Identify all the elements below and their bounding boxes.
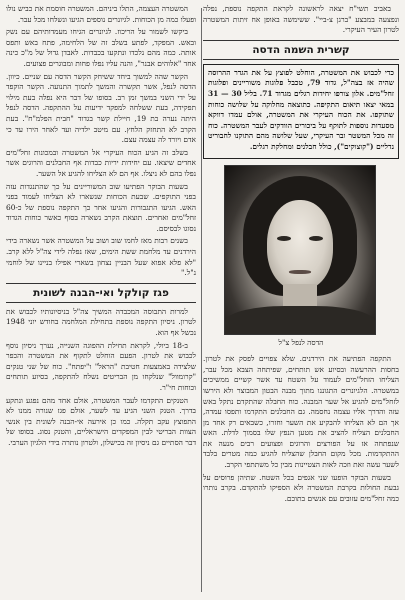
column-divider — [201, 8, 202, 592]
highlight-box — [203, 64, 399, 159]
body-paragraph: התקפה הפתיעה את הירדנים. שלא צפויים לפסק את לטרון. בחסות ההרעשה ובסיוע אש תותחים, שפיתחה הצבא מכל עבר, הצליחו הזחל"מים לעמוד על השטח עד אשר קשיים ממשיכים במשטרה. הלגיונרים התגוננו מתוך מבנה הבטון המבוצר ולא הירשו לזחל"מים להגיע אל שער המבנה. כוח החבלה שהתקדם נתקל באש עזה והדרך אליו עצמה נחסמה. גם החבלנים התקדמו ותפסו עמדה, אך הם לא הצליחו להבקיע את השער וחזרו, כשבאים רק אחד מן החבלנים הצליח להציב את מטען הנפץ שלו בסמוך לדלת. האש שנפתחה אז על הפורצים והרוגים ופצועים רבים מנעה את ההתקדמות. מכל מקום החבלן שהצליח להגיע כמה מטרים בלבד לשער עשה זאת וזכה לאות הצטיינות מבין כל משתתפי הקרב. — [203, 354, 399, 470]
body-paragraph: הקשר שהה למשוך ביחד ששיחק הקשר הדסה עם שניים. כיוון. הדסה לנפל, אשר תקשרה והמשך לתמוך התנועה. הקשר הוקפד על ידי השני במשך זמן רב. בסופו של דבר היא נפלה בעת מילוי תפקידה, בעת ששלחה למפקד ידיעות על ההתקפה. הדסה לנפל היתה נערה בת 19, חיילת קשר בגדוד "חבית הפלמ"ח". בעת הקרב לא התחזק הלחץ. עם מיטב ילדיה ועד לאחר הירו עד כי אדם ויורד לה עצמה עצם. — [6, 71, 196, 145]
body-paragraph: בשעות הבוקר הופעו שני אגפים בכל השטח. שתיהן פרוסים על גבעת החולות בקרבת המשטרה ולא הספיקו להתקדם. בקרב נותרו כמה זחל"מים עזובים עם אנשים בתוכם. — [203, 472, 399, 503]
portrait-figure — [226, 165, 376, 349]
body-paragraph: הטנקים התקדמו לעבר המשטרה, אולם אחד מהם נפגע ונתקע בדרך. הטנק השני הגיע עד לשער, אולם פגז שנורה ממנו לא התפוצץ עקב תקלה. כמו כן אירעה אי-הבנה לשונית בין אנשי הצוות הבריטי לבין המפקדים הישראליים, והטנק נסוג. בסופו של דבר הסתיים גם ניסיון זה בכישלון, ולטרון נותרה בידי הלגיון הערבי. — [6, 395, 196, 447]
body-paragraph: למרות התבוסה המכבדה המשיך צה"ל בניסיונותיו לכבוש את לטרון. ניסיון התקפה נוספת בתחילת המלחמה בחודש יוני 1948 נכשל אף הוא. — [6, 306, 196, 338]
portrait-caption: הדסה לנפל צ"ל — [278, 337, 324, 347]
body-paragraph: בשעות הבוקר הפתיעו שוב המשוריינים על כך שהתנגדות עזה בפני התוקפים. שבעת הכוחות שנשארו לא הצליחו לעמוד בפני האש. הגיעו התגבורות והגיעו אחר כך התקפה נוספת של כ-60 זחל"מים ואחרים. תוצאת הקרב נשארה בסוף כאשר כוחות הגדוד נסוגו לבסיסם. — [6, 181, 196, 233]
body-paragraph: ביקשו לשמור על הריכוז. לגיונרים הגיחו מעמדותיהם עם נשק ובאש. המפקד, לפתע בשלב זה של הלחימה, פתח באש ותפס אותה. כמה מהם נלכדו ונתקעו בכבדות. לאבדן גדול של מ"כ כינה אחד "אלוהים אבנר", והנה עליו נפלו פחות ומבוגרים פצועים. — [6, 27, 196, 68]
section-heading-hadassa: קשרית השמה הדסה — [203, 40, 399, 60]
intro-paragraph: באביב תשי"ח יצאה לראשונה לקראת התקפה נוספת, נפלה ונפצעה במבצע "ברגן צ-ביי". ששימשה באופן אח זיתות המשטרה לטרון העיר העיקרי. — [203, 4, 399, 35]
left-column — [6, 4, 196, 596]
body-paragraph: המשטרה העצמה, התלו ביניהם. המשטרה חוסמת את כביש נולו ופעלו כמה מן הכוחות. לגיונרים נוספים הגיעו ונשלחו מכל עבר. — [6, 4, 196, 24]
body-paragraph: בשנים רבות מאז לחמו שוב ושוב על המשטרה אשר נשארה בידי הירדנים עד מלחמת ששת הימים, שאז נפלה לידי צה"ל ללא קרב. "לא פלא אפוא שעל הבניין נצחון בשארי אפילו בניינו של לוחמי נ"ל." — [6, 236, 196, 278]
portrait-photo — [224, 165, 376, 335]
body-paragraph: בשלב זה הגיע הכוח העיקרי אל המשטרה ובמכונות זחל"מים אחדים שיצאו. עם יחידות יריות כבדות אף החבלנים והרוגים אשר נפלו בהם לא ניצלו. אף הם לא הצליחו להגיע אל השער. — [6, 147, 196, 178]
section-heading-faulty-shell: פגז קולקל ואי-הבנה לשונית — [6, 283, 196, 303]
right-column — [203, 4, 399, 596]
highlight-box-text: כדי לכבוש את המשטרה, הוחלט לפוצץ על את הגדר ההרוסה שהיה אז בצה"ל, גדוד 79, טכבל פלוגות משוריינים ופלוגות זחל"מים. אלון צורפו יחידות רגלים מגדוד 71. בליל 30 — 31 במאי יצאו תיאום התקיפה. כתוצאה מחלוקה על שלושה כוחות שתוקפו. את הכוח העיקרי את המשטרה, אולם עמדו דווקא מסעדות נוספות לתוקף על ביכורים הוודקים לעבר המשטרה. כוח זה מכל המשטר ובר העיקרי, שעל שלושה מהם התוקנו לחבוריט נדליים ("קוצוקים"), כולל חבלנים ומחלקת רגלים. — [208, 67, 394, 151]
body-paragraph: ב-18 ביולי, לקראת תחילת ההפוגה השנייה, נערך ניסיון נוסף לכבוש את לטרון. הפעם הוחלט לתקוף את המשטרה והכפר שלצידה באמצעות חטיבת "הראל" ו"יפתח". כוח של שני טנקים "קרומוול" שנלקחו מן הבריטים נשלח להתקפה, בסיוע תותחים וכוחות חי"ר. — [6, 340, 196, 392]
